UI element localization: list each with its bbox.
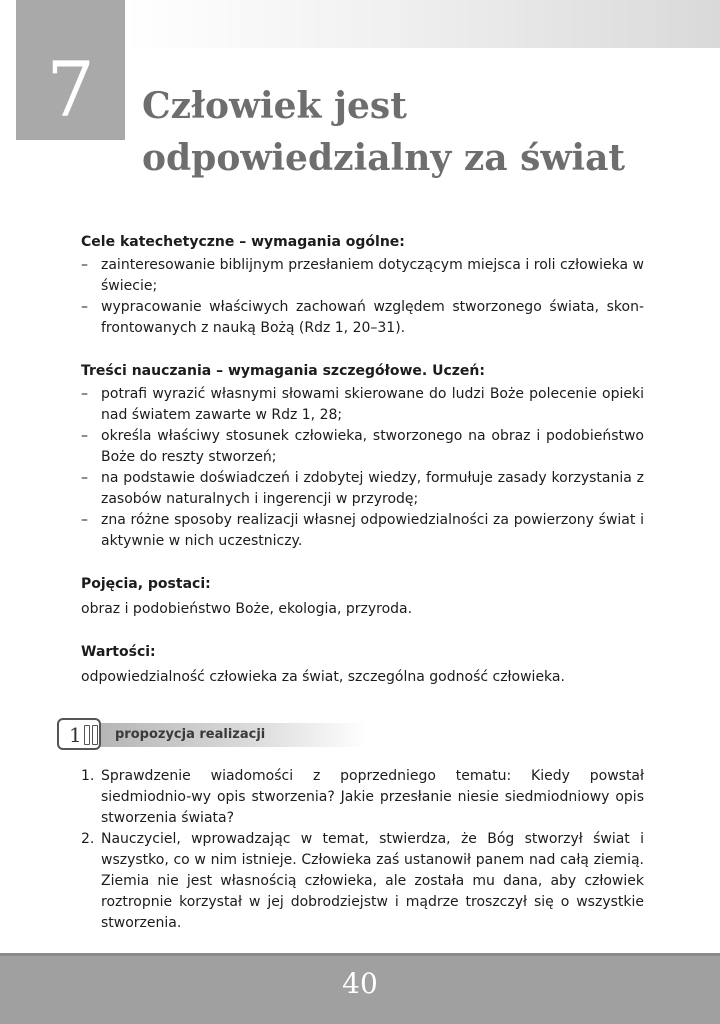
list-item	[81, 384, 644, 426]
content-text: potrafi wyrazić własnymi słowami skierowane do ludzi Boże polecenie opieki nad światem zawarte w Rdz 1, 28;	[101, 386, 644, 423]
steps-list	[81, 766, 644, 934]
chapter-number-box	[16, 0, 125, 140]
proposal-header	[57, 718, 367, 752]
values-heading: Wartości:	[81, 644, 156, 660]
list-item	[81, 426, 644, 468]
list-item	[81, 829, 644, 934]
dash-marker: –	[81, 299, 88, 315]
list-item	[81, 468, 644, 510]
values-text: odpowiedzialność człowieka za świat, szczególna godność człowieka.	[81, 669, 565, 685]
goals-list	[81, 255, 644, 339]
chapter-number: 7	[46, 45, 95, 134]
header-band	[125, 0, 720, 48]
list-item	[81, 255, 644, 297]
dash-marker: –	[81, 428, 88, 444]
dash-marker: –	[81, 386, 88, 402]
cards-icon	[57, 718, 101, 750]
dash-marker: –	[81, 512, 88, 528]
card-shape	[84, 725, 90, 745]
goal-text: wypracowanie właściwych zachowań względem stworzonego świata, skon-frontowanych z nauką Bożą (Rdz 1, 20–31).	[101, 299, 644, 336]
steps-section	[81, 766, 644, 934]
page-number: 40	[342, 967, 378, 1000]
goals-heading: Cele katechetyczne – wymagania ogólne:	[81, 234, 405, 250]
proposal-number: 1	[69, 723, 82, 747]
card-shape	[92, 725, 98, 745]
dash-marker: –	[81, 257, 88, 273]
concepts-heading: Pojęcia, postaci:	[81, 576, 211, 592]
content-list	[81, 384, 644, 552]
dash-marker: –	[81, 470, 88, 486]
goal-text: zainteresowanie biblijnym przesłaniem dotyczącym miejsca i roli człowieka w świecie;	[101, 257, 644, 294]
chapter-title: Człowiek jest odpowiedzialny za świat	[142, 85, 626, 179]
list-item	[81, 297, 644, 339]
content-text: określa właściwy stosunek człowieka, stworzonego na obraz i podobieństwo Boże do reszty stworzeń;	[101, 428, 644, 465]
content-heading: Treści nauczania – wymagania szczegółowe. Uczeń:	[81, 363, 485, 379]
step-text: Sprawdzenie wiadomości z poprzedniego tematu: Kiedy powstał siedmiodnio-wy opis stworzenia? Jakie przesłanie niesie siedmiodniowy opis stworzenia świata?	[101, 768, 644, 826]
step-text: Nauczyciel, wprowadzając w temat, stwierdza, że Bóg stworzył świat i wszystko, co w nim istnieje. Człowieka zaś ustanowił panem nad całą ziemią. Ziemia nie jest własnością człowieka, ale została mu dana, aby człowiek roztropnie korzystał w jej dobrodziejstw i mądrze troszczył się o wszystkie stworzenia.	[101, 831, 644, 931]
footer-divider	[0, 953, 720, 956]
concepts-text: obraz i podobieństwo Boże, ekologia, przyroda.	[81, 601, 413, 617]
step-number: 1.	[81, 768, 95, 784]
step-number: 2.	[81, 831, 95, 847]
proposal-label: propozycja realizacji	[115, 727, 266, 742]
content-text: na podstawie doświadczeń i zdobytej wiedzy, formułuje zasady korzystania z zasobów naturalnych i ingerencji w przyrodę;	[101, 470, 644, 507]
lesson-content	[81, 232, 644, 688]
content-text: zna różne sposoby realizacji własnej odpowiedzialności za powierzony świat i aktywnie w nich uczestniczy.	[101, 512, 644, 549]
list-item	[81, 766, 644, 829]
list-item	[81, 510, 644, 552]
